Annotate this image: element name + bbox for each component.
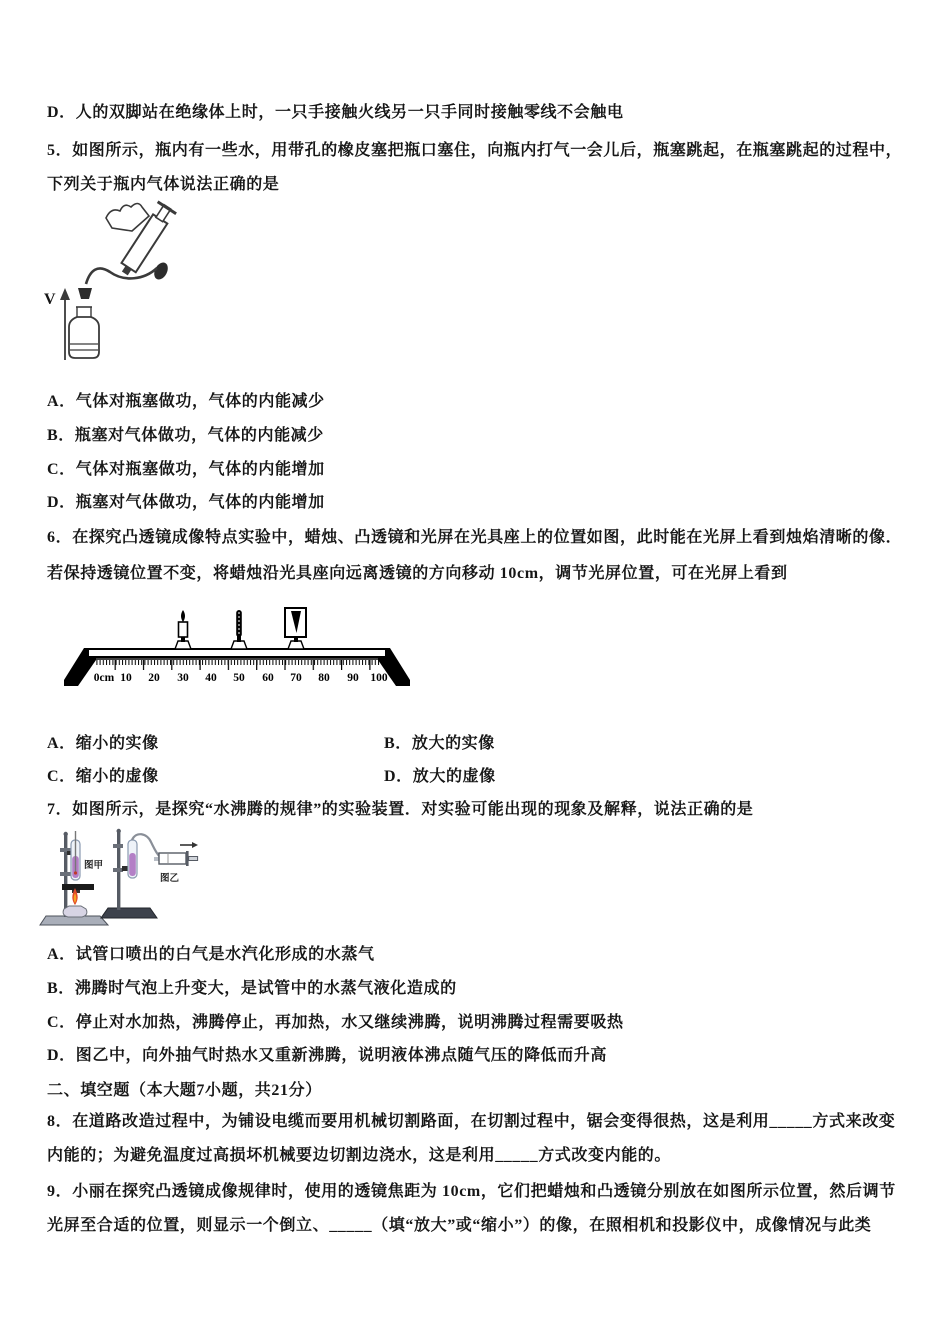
candle-icon — [175, 610, 191, 649]
q5-option-c: C．气体对瓶塞做功，气体的内能增加 — [47, 461, 325, 478]
q5-option-d: D．瓶塞对气体做功，气体的内能增加 — [47, 494, 325, 511]
bottle-icon — [69, 307, 99, 358]
ruler-label-50: 50 — [233, 672, 245, 684]
q4-option-d: D．人的双脚站在绝缘体上时，一只手接触火线另一只手同时接触零线不会触电 — [47, 104, 624, 121]
ruler-label-10: 10 — [120, 672, 132, 684]
q7-option-a: A．试管口喷出的白气是水汽化形成的水蒸气 — [47, 946, 375, 963]
ruler-label-80: 80 — [318, 672, 330, 684]
ruler-label-90: 90 — [347, 672, 359, 684]
stand-left — [40, 831, 108, 925]
q5-option-a: A．气体对瓶塞做功，气体的内能减少 — [47, 393, 325, 410]
ruler-label-0: 0cm — [93, 672, 115, 684]
ruler-major-ticks — [96, 659, 381, 670]
screen-icon — [285, 608, 306, 649]
q8-stem-line2: 内能的；为避免温度过高损坏机械要边切割边浇水，这是利用_____方式改变内能的。 — [47, 1147, 672, 1164]
ruler-label-70: 70 — [290, 672, 302, 684]
q6-option-c: C．缩小的虚像 — [47, 768, 159, 785]
ruler-label-30: 30 — [177, 672, 189, 684]
q8-stem-line1: 8．在道路改造过程中，为铺设电缆而要用机械切割路面，在切割过程中，锯会变得很热，这是利用_____方式来改变 — [47, 1113, 896, 1130]
lens-icon — [231, 610, 247, 649]
velocity-label: V — [44, 291, 56, 308]
figure-yi-label: 图乙 — [160, 874, 180, 884]
q6-option-b: B．放大的实像 — [384, 735, 495, 752]
ruler-label-60: 60 — [262, 672, 274, 684]
pull-arrow-icon — [180, 842, 198, 848]
q5-figure-bottle-pump — [40, 198, 200, 366]
q6-stem-line1: 6．在探究凸透镜成像特点实验中，蜡烛、凸透镜和光屏在光具座上的位置如图，此时能在光屏上看到烛焰清晰的像． — [47, 529, 903, 546]
ruler-label-100: 100 — [370, 672, 388, 684]
syringe-icon — [154, 851, 198, 866]
q6-figure-optical-bench — [58, 600, 416, 700]
q5-option-b: B．瓶塞对气体做功，气体的内能减少 — [47, 427, 324, 444]
q9-stem-line1: 9．小丽在探究凸透镜成像规律时，使用的透镜焦距为 10cm，它们把蜡烛和凸透镜分别放在如图所示位置，然后调节 — [47, 1183, 896, 1200]
q7-option-b: B．沸腾时气泡上升变大，是试管中的水蒸气液化造成的 — [47, 980, 457, 997]
ruler-label-40: 40 — [205, 672, 217, 684]
q7-stem-line1: 7．如图所示，是探究“水沸腾的规律”的实验装置．对实验可能出现的现象及解释，说法正确的是 — [47, 801, 754, 818]
stand-right — [101, 829, 198, 918]
q7-option-d: D．图乙中，向外抽气时热水又重新沸腾，说明液体沸点随气压的降低而升高 — [47, 1047, 607, 1064]
q7-option-c: C．停止对水加热，沸腾停止，再加热，水又继续沸腾，说明沸腾过程需要吸热 — [47, 1014, 624, 1031]
q9-stem-line2: 光屏至合适的位置，则显示一个倒立、_____（填“放大”或“缩小”）的像，在照相机和投影仪中，成像情况与此类 — [47, 1217, 872, 1234]
stopper-icon — [78, 288, 92, 299]
section2-heading: 二、填空题（本大题7小题，共21分） — [47, 1082, 322, 1099]
q6-stem-line2: 若保持透镜位置不变，将蜡烛沿光具座向远离透镜的方向移动 10cm，调节光屏位置，可在光屏上看到 — [47, 565, 788, 582]
bench-track — [88, 649, 386, 657]
q5-stem-line1: 5．如图所示，瓶内有一些水，用带孔的橡皮塞把瓶口塞住，向瓶内打气一会儿后，瓶塞跳起，在瓶塞跳起的过程中， — [47, 142, 903, 159]
q5-stem-line2: 下列关于瓶内气体说法正确的是 — [47, 176, 280, 193]
ruler-label-20: 20 — [148, 672, 160, 684]
q6-option-d: D．放大的虚像 — [384, 768, 496, 785]
q7-figure-boiling-setups — [38, 828, 210, 928]
hand-icon — [106, 204, 149, 232]
ruler-scale-labels — [94, 672, 388, 684]
figure-jia-label: 图甲 — [84, 861, 104, 871]
hose-icon — [86, 268, 157, 284]
q6-option-a: A．缩小的实像 — [47, 735, 159, 752]
